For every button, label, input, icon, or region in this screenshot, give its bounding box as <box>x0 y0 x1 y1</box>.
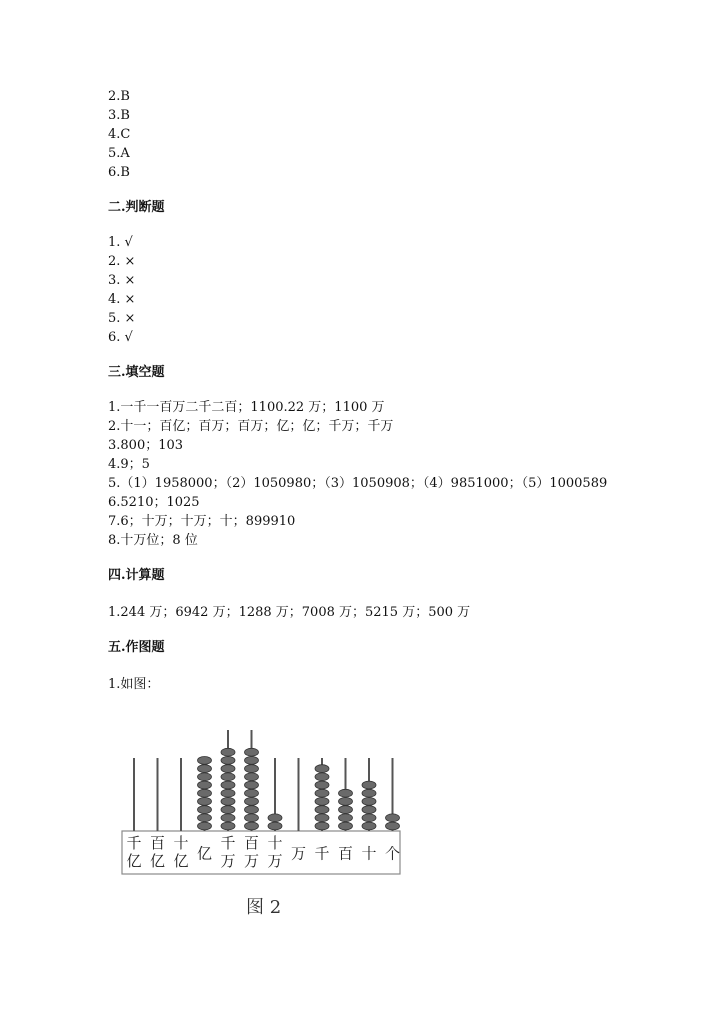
abacus-bead <box>245 798 259 806</box>
abacus-place-label: 十 <box>173 834 189 852</box>
abacus-place-label: 千 <box>314 844 330 863</box>
abacus-place-label: 千 <box>220 834 236 852</box>
answer-line: 1.一千一百万二千二百；1100.22 万；1100 万 <box>108 400 385 415</box>
abacus-bead <box>221 773 235 781</box>
abacus-bead <box>221 822 235 830</box>
abacus-bead <box>198 773 212 781</box>
answer-line: 2.十一；百亿；百万；百万；亿；亿；千万；千万 <box>108 419 394 434</box>
abacus-bead <box>362 789 376 797</box>
abacus-bead <box>339 806 353 814</box>
answer-line: 3. × <box>108 273 136 288</box>
abacus-bead <box>386 822 400 830</box>
abacus-bead <box>245 773 259 781</box>
abacus-bead <box>221 806 235 814</box>
abacus-bead <box>339 789 353 797</box>
abacus-bead <box>339 798 353 806</box>
abacus-place-label: 万 <box>243 852 260 870</box>
abacus-bead <box>315 798 329 806</box>
abacus-bead <box>198 798 212 806</box>
abacus-bead <box>221 814 235 822</box>
abacus-place-label: 百 <box>243 834 260 852</box>
abacus-place-label: 十 <box>267 834 283 852</box>
answer-line: 4.C <box>108 127 131 142</box>
abacus-bead <box>362 822 376 830</box>
section-title-fill-blank: 三.填空题 <box>108 365 165 380</box>
abacus-bead <box>198 822 212 830</box>
abacus-bead <box>198 781 212 789</box>
abacus-bead <box>221 789 235 797</box>
abacus-place-label: 亿 <box>173 852 189 870</box>
abacus-bead <box>315 814 329 822</box>
abacus-bead <box>221 757 235 765</box>
abacus-bead <box>362 781 376 789</box>
abacus-place-label: 亿 <box>149 852 166 870</box>
abacus-bead <box>362 806 376 814</box>
abacus-bead <box>198 789 212 797</box>
abacus-place-label: 百 <box>149 834 166 852</box>
abacus-bead <box>315 765 329 773</box>
abacus-place-label: 十 <box>361 844 377 863</box>
figure-caption: 图 2 <box>246 897 282 918</box>
abacus-bead <box>386 814 400 822</box>
answer-line: 6. √ <box>108 330 133 345</box>
abacus-bead <box>245 765 259 773</box>
answer-line: 5.（1）1958000；（2）1050980；（3）1050908；（4）9851000；（5）1000589 <box>108 476 608 491</box>
abacus-bead <box>339 814 353 822</box>
abacus-place-label: 千 <box>126 834 142 852</box>
abacus-bead <box>315 806 329 814</box>
section-title-calculation: 四.计算题 <box>108 568 165 583</box>
abacus-bead <box>245 789 259 797</box>
abacus-figure <box>118 722 408 882</box>
abacus-bead <box>198 814 212 822</box>
abacus-bead <box>362 798 376 806</box>
abacus-place-label: 百 <box>337 844 354 863</box>
answer-line: 1.244 万；6942 万；1288 万；7008 万；5215 万；500 万 <box>108 605 471 620</box>
abacus-place-label: 万 <box>290 844 307 863</box>
answer-line: 1.如图： <box>108 677 160 692</box>
abacus-bead <box>315 789 329 797</box>
abacus-bead <box>245 781 259 789</box>
abacus-bead <box>198 757 212 765</box>
abacus-bead <box>268 822 282 830</box>
abacus-bead <box>221 798 235 806</box>
answer-line: 1. √ <box>108 235 133 250</box>
answer-line: 7.6；十万；十万；十；899910 <box>108 514 296 529</box>
answer-line: 6.B <box>108 165 130 180</box>
answer-line: 5.A <box>108 146 130 161</box>
abacus-bead <box>315 773 329 781</box>
answer-line: 3.800；103 <box>108 438 184 453</box>
abacus-bead <box>362 814 376 822</box>
abacus-bead <box>245 757 259 765</box>
abacus-place-label: 个 <box>384 844 401 863</box>
abacus-bead <box>339 822 353 830</box>
abacus-bead <box>221 748 235 756</box>
abacus-bead <box>315 781 329 789</box>
abacus-bead <box>198 765 212 773</box>
abacus-bead <box>245 748 259 756</box>
answer-line: 4. × <box>108 292 136 307</box>
abacus-bead <box>221 765 235 773</box>
answer-line: 2. × <box>108 254 136 269</box>
abacus-bead <box>315 822 329 830</box>
answer-line: 8.十万位；8 位 <box>108 533 198 548</box>
abacus-place-label: 亿 <box>196 844 213 863</box>
abacus-bead <box>245 814 259 822</box>
answer-line: 2.B <box>108 89 130 104</box>
abacus-place-label: 亿 <box>126 852 142 870</box>
answer-line: 4.9；5 <box>108 457 150 472</box>
abacus-bead <box>268 814 282 822</box>
answer-line: 6.5210；1025 <box>108 495 200 510</box>
abacus-place-label: 万 <box>220 852 236 870</box>
abacus-bead <box>245 822 259 830</box>
abacus-bead <box>245 806 259 814</box>
abacus-bead <box>198 806 212 814</box>
answer-line: 5. × <box>108 311 136 326</box>
section-title-drawing: 五.作图题 <box>108 640 165 655</box>
answer-line: 3.B <box>108 108 130 123</box>
abacus-place-label: 万 <box>267 852 283 870</box>
abacus-bead <box>221 781 235 789</box>
section-title-judgement: 二.判断题 <box>108 200 165 215</box>
